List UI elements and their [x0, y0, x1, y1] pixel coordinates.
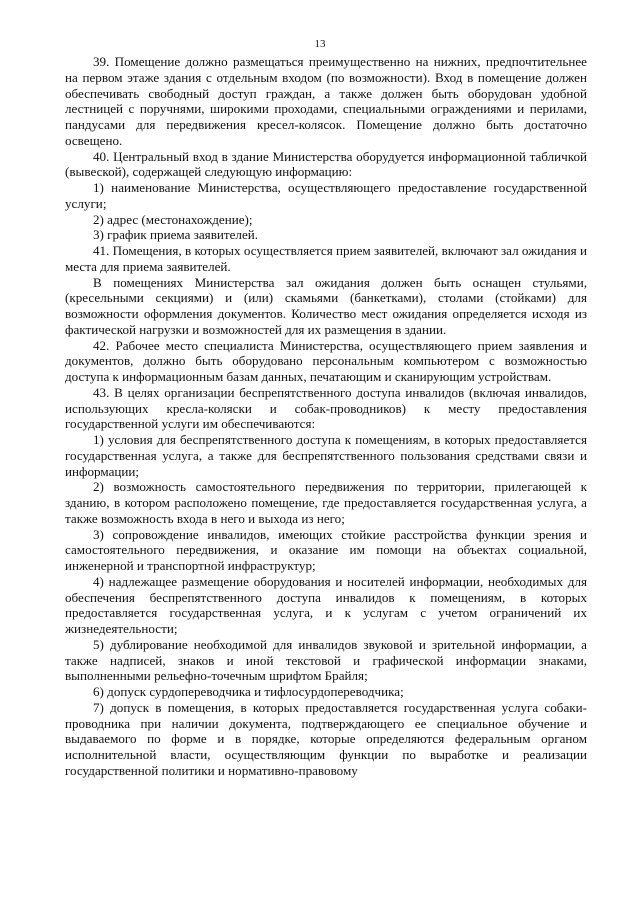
document-body [65, 54, 587, 779]
list-item-43-4: 4) надлежащее размещение оборудования и носителей информации, необходимых для обеспечения беспрепятственного доступа инвалидов к помещениям, в которых предоставляется государственная услуга, и к услугам с учетом ограничений их жизнедеятельности; [65, 573, 587, 636]
paragraph-42: 42. Рабочее место специалиста Министерства, осуществляющего прием заявления и документов, должно быть оборудовано персональным компьютером с возможностью доступа к информационным базам данных, печатающим и сканирующим устройствам. [65, 337, 587, 384]
list-item-40-2: 2) адрес (местонахождение); [93, 211, 253, 227]
paragraph-40: 40. Центральный вход в здание Министерства оборудуется информационной табличкой (вывеской), содержащей следующую информацию: [65, 148, 587, 180]
list-item-43-3: 3) сопровождение инвалидов, имеющих стойкие расстройства функции зрения и самостоятельного передвижения, и оказание им помощи на объектах социальной, инженерной и транспортной инфраструктур; [65, 526, 587, 573]
paragraph-43: 43. В целях организации беспрепятственного доступа инвалидов (включая инвалидов, использующих кресла-коляски и собак-проводников) к месту предоставления государственной услуги им обеспечиваются: [65, 384, 587, 432]
paragraph-39: 39. Помещение должно размещаться преимущественно на нижних, предпочтительнее на первом этаже здания с отдельным входом (по возможности). Вход в помещение должен обеспечивать свободный доступ граждан, а также должен быть оборудован удобной лестницей с поручнями, широкими проходами, специальными ограждениями и перилами, пандусами для передвижения кресел-колясок. Помещение должно быть достаточно освещено. [65, 54, 587, 148]
list-item-43-7: 7) допуск в помещения, в которых предоставляется государственная услуга собаки-проводника при наличии документа, подтверждающего ее специальное обучение и выдаваемого по форме и в порядке, которые определяются федеральным органом исполнительной власти, осуществляющим функции по выработке и реализации государственной политики и нормативно-правовому [65, 699, 587, 778]
paragraph-41: 41. Помещения, в которых осуществляется прием заявителей, включают зал ожидания и места для приема заявителей. [65, 243, 587, 274]
list-item-43-5: 5) дублирование необходимой для инвалидов звуковой и зрительной информации, а также надписей, знаков и иной текстовой и графической информации знаками, выполненными рельефно-точечным шрифтом Брайля; [65, 636, 587, 684]
list-item-40-3: 3) график приема заявителей. [93, 227, 259, 243]
page-number: 13 [314, 38, 326, 50]
list-item-43-1: 1) условия для беспрепятственного доступа к помещениям, в которых предоставляется государственная услуга, а также для беспрепятственного пользования средствами связи и информации; [65, 432, 587, 479]
list-item-43-2: 2) возможность самостоятельного передвижения по территории, прилегающей к зданию, в котором расположено помещение, где предоставляется государственная услуга, а также возможность входа в него и выхода из него; [65, 479, 587, 526]
list-item-40-1: 1) наименование Министерства, осуществляющего предоставление государственной услуги; [65, 180, 587, 211]
list-item-43-6: 6) допуск сурдопереводчика и тифлосурдопереводчика; [93, 684, 404, 699]
paragraph-41-waiting-room: В помещениях Министерства зал ожидания должен быть оснащен стульями, (кресельными секциями) и (или) скамьями (банкетками), столами (стойками) для возможности оформления документов. Количество мест ожидания определяется исходя из фактической нагрузки и возможностей для их размещения в здании. [65, 274, 587, 337]
